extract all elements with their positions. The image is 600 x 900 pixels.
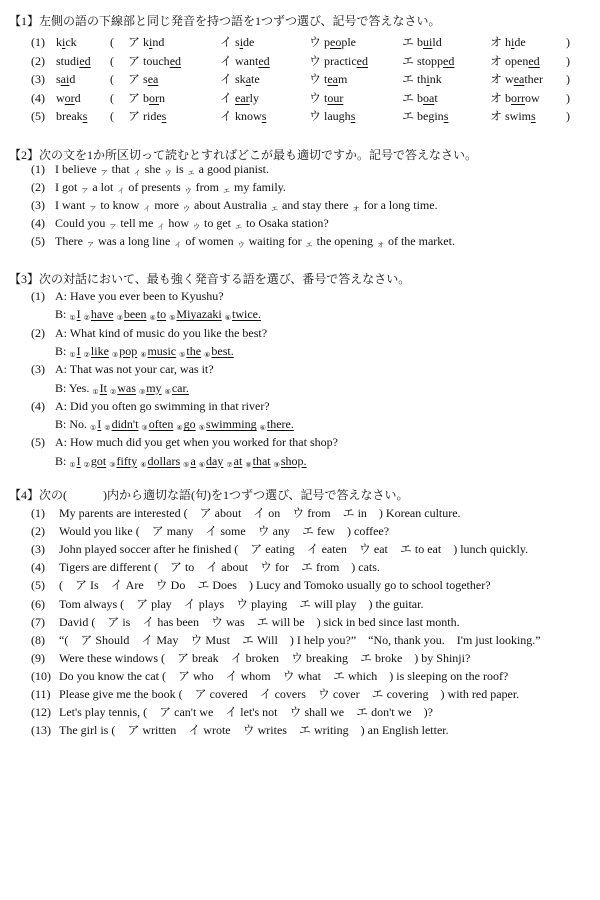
q3-num: (2) — [31, 325, 45, 340]
underlined-part: our — [327, 90, 344, 105]
choice-word: the — [186, 343, 202, 358]
q1-option: オ swims — [490, 109, 536, 123]
option-word: wanted — [235, 53, 270, 68]
q2-num: (2) — [31, 180, 45, 194]
q4-sentence: Tigers are different ( ア to イ about ウ for エ from ) cats. — [59, 560, 380, 575]
choice-word: was — [117, 380, 136, 395]
division-marker: ウ — [164, 169, 172, 177]
q1-num: (4) — [31, 90, 45, 105]
underlined-part: ed — [258, 53, 270, 68]
q4-heading-post: )内から適切な語(句)を1つずつ選び、記号で答えなさい。 — [103, 488, 409, 502]
option-word: hide — [505, 35, 526, 49]
circled-number: ③ — [138, 387, 146, 396]
q1-option: ア kind — [128, 35, 165, 49]
q2-num: (5) — [31, 234, 45, 248]
q3-speaker-b: B: Yes. $_①$It $_②$was $_③$my $_④$car. — [55, 380, 189, 396]
q1-target-word: breaks — [56, 109, 88, 123]
division-marker: ア — [100, 169, 108, 177]
option-word: borrow — [505, 90, 540, 105]
underlined-part: s — [261, 109, 267, 123]
q1-num: (2) — [31, 53, 45, 68]
underlined-part: ea — [327, 72, 339, 86]
q1-option: イ side — [220, 35, 255, 49]
underlined-part: eo — [330, 35, 342, 49]
q1-option: イ knows — [220, 109, 267, 123]
q1-option: オ weather — [490, 72, 543, 86]
division-marker: ア — [81, 187, 89, 195]
choice-word: I — [97, 417, 102, 432]
choice-word: Miyazaki — [176, 307, 222, 322]
circled-number: ⑤ — [183, 460, 190, 469]
q4-num: (3) — [31, 542, 45, 557]
circled-number: ⑧ — [245, 460, 252, 469]
q1-target-word: studied — [56, 53, 91, 68]
choice-word: often — [148, 417, 174, 432]
q4-num: (9) — [31, 650, 45, 665]
underlined-part: a — [245, 72, 252, 86]
underlined-part: s — [443, 109, 449, 123]
q4-sentence: Do you know the cat ( ア who イ whom ウ what エ which ) is sleeping on the roof? — [59, 668, 509, 683]
q1-option: ア rides — [128, 109, 167, 123]
option-word: kind — [143, 35, 165, 49]
q1-target-word: word — [56, 90, 81, 105]
left-paren: ( — [110, 35, 114, 49]
option-word: sea — [143, 72, 159, 86]
q4-sentence: Let's play tennis, ( ア can't we イ let's not ウ shall we エ don't we )? — [59, 705, 433, 720]
division-marker: エ — [235, 223, 243, 231]
circled-number: ① — [69, 314, 76, 323]
q2-sentence: I want $_ア$ to know $_イ$ more $_ウ$ about Australia $_エ$ and stay there $_オ$ for a long time. — [55, 198, 438, 213]
q4-num: (13) — [31, 723, 51, 738]
circled-number: ④ — [149, 314, 156, 323]
circled-number: ⑤ — [179, 350, 186, 359]
q4-num: (2) — [31, 524, 45, 539]
circled-number: ⑤ — [169, 314, 176, 323]
division-marker: ア — [109, 223, 117, 231]
q1-option: イ wanted — [220, 53, 270, 68]
underlined-part: or — [149, 90, 160, 105]
option-word: think — [417, 72, 442, 86]
q3-num: (3) — [31, 362, 45, 377]
option-word: people — [324, 35, 357, 49]
underlined-part: ui — [423, 35, 433, 49]
q3-heading: 【3】次の対話において、最も強く発音する語を選び、番号で答えなさい。 — [9, 272, 411, 286]
q2-num: (3) — [31, 198, 45, 212]
left-paren: ( — [110, 72, 114, 86]
circled-number: ① — [69, 460, 76, 469]
right-paren: ) — [566, 90, 570, 105]
underlined-part: s — [82, 109, 88, 123]
choice-word: dollars — [147, 453, 181, 468]
circled-number: ③ — [111, 350, 119, 359]
underlined-part: oa — [423, 90, 435, 105]
q2-sentence: There $_ア$ was a long line $_イ$ of women $_ウ$ waiting for $_エ$ the opening $_オ$ of the market. — [55, 234, 455, 249]
option-word: rides — [143, 109, 167, 123]
circled-number: ④ — [140, 350, 147, 359]
underlined-part: ed — [528, 53, 540, 68]
circled-number: ③ — [109, 460, 116, 469]
q4-num: (4) — [31, 560, 45, 575]
choice-word: didn't — [111, 417, 139, 432]
circled-number: ③ — [141, 424, 148, 433]
q1-row — [0, 34, 600, 50]
circled-number: ⑤ — [198, 424, 205, 433]
q2-heading: 【2】次の文を1か所区切って読むとすればどこが最も適切ですか。記号で答えなさい。 — [9, 148, 478, 162]
q3-speaker-a: A: What kind of music do you like the best? — [55, 325, 268, 340]
circled-number: ⑨ — [273, 460, 280, 469]
underlined-part: ear — [235, 90, 250, 105]
q1-option: ア touched — [128, 53, 182, 68]
underlined-part: ed — [79, 53, 91, 68]
underlined-part: ea — [147, 72, 159, 86]
choice-word: day — [206, 453, 224, 468]
underlined-part: ea — [513, 72, 525, 86]
circled-number: ④ — [140, 460, 147, 469]
q3-speaker-b: B: $_①$I $_②$like $_③$pop $_④$music $_⑤$the $_⑥$best. — [55, 343, 234, 359]
q3-speaker-b: B: No. $_①$I $_②$didn't $_③$often $_④$go $_⑤$swimming $_⑥$there. — [55, 417, 294, 433]
q4-sentence: David ( ア is イ has been ウ was エ will be ) sick in bed since last month. — [59, 614, 460, 629]
choice-word: a — [190, 453, 196, 468]
q1-option: オ borrow — [490, 90, 540, 105]
q4-sentence: Would you like ( ア many イ some ウ any エ few ) coffee? — [59, 524, 390, 539]
underlined-part: ed — [443, 53, 455, 68]
option-word: swims — [505, 109, 536, 123]
q1-option: ウ tour — [309, 90, 344, 105]
q1-option: オ opened — [490, 53, 540, 68]
circled-number: ③ — [116, 314, 123, 323]
circled-number: ⑦ — [226, 460, 233, 469]
q4-num: (6) — [31, 596, 45, 611]
option-word: laughs — [324, 109, 356, 123]
q4-sentence: John played soccer after he finished ( ア eating イ eaten ウ eat エ to eat ) lunch quickly. — [59, 542, 529, 557]
q2-sentence: Could you $_ア$ tell me $_イ$ how $_ウ$ to get $_エ$ to Osaka station? — [55, 216, 329, 231]
choice-word: shop. — [280, 453, 307, 468]
right-paren: ) — [566, 72, 570, 86]
q1-num: (1) — [31, 35, 45, 49]
choice-word: been — [123, 307, 147, 322]
division-marker: イ — [133, 169, 141, 177]
choice-word: It — [99, 380, 107, 395]
choice-word: at — [233, 453, 243, 468]
option-word: build — [417, 35, 442, 49]
q1-target-word: said — [56, 72, 76, 86]
left-paren: ( — [110, 109, 114, 123]
q4-sentence: Please give me the book ( ア covered イ covers ウ cover エ covering ) with red paper. — [59, 687, 520, 701]
q2-sentence: I got $_ア$ a lot $_イ$ of presents $_ウ$ from $_エ$ my family. — [55, 180, 286, 195]
q1-option: ウ practiced — [309, 53, 368, 68]
choice-word: like — [90, 343, 109, 358]
underlined-part: or — [64, 90, 75, 105]
choice-word: there. — [266, 417, 294, 432]
q1-row — [0, 90, 600, 106]
choice-word: fifty — [116, 453, 138, 468]
circled-number: ② — [83, 350, 90, 359]
q4-num: (12) — [31, 705, 51, 720]
division-marker: エ — [223, 187, 230, 195]
choice-word: music — [147, 343, 177, 358]
q4-sentence: The girl is ( ア written イ wrote ウ writes エ writing ) an English letter. — [59, 723, 449, 738]
q3-speaker-b: B: $_①$I $_②$got $_③$fifty $_④$dollars $_⑤$a $_⑥$day $_⑦$at $_⑧$that $_⑨$shop. — [55, 453, 307, 469]
q1-row — [0, 71, 600, 87]
choice-word: swimming — [205, 417, 257, 432]
division-marker: オ — [376, 241, 384, 249]
option-word: weather — [505, 72, 543, 86]
q3-speaker-a: A: How much did you get when you worked for that shop? — [55, 435, 338, 450]
underlined-part: i — [239, 35, 244, 49]
circled-number: ② — [83, 314, 90, 323]
q4-sentence: My parents are interested ( ア about イ on ウ from エ in ) Korean culture. — [59, 506, 461, 520]
circled-number: ⑥ — [198, 460, 206, 469]
circled-number: ⑥ — [224, 314, 232, 323]
q4-num: (5) — [31, 578, 45, 593]
underlined-part: s — [531, 109, 536, 123]
underlined-part: i — [62, 35, 66, 49]
option-word: knows — [235, 109, 267, 123]
q1-option: エ stopped — [402, 53, 455, 68]
q1-option: ウ laughs — [309, 109, 356, 123]
choice-word: go — [183, 417, 196, 432]
q4-sentence: “( ア Should イ May ウ Must エ Will ) I help you?” “No, thank you. I'm just looking.” — [59, 632, 541, 647]
q1-heading: 【1】左側の語の下線部と同じ発音を持つ語を1つずつ選び、記号で答えなさい。 — [9, 14, 441, 28]
option-word: born — [143, 90, 166, 105]
option-word: skate — [235, 72, 260, 86]
division-marker: エ — [305, 241, 313, 249]
q3-speaker-a: A: Did you often go swimming in that river? — [55, 398, 270, 413]
q4-num: (10) — [31, 668, 51, 683]
choice-word: that — [252, 453, 271, 468]
q4-num: (1) — [31, 506, 45, 520]
q4-num: (11) — [31, 687, 51, 701]
circled-number: ① — [90, 424, 97, 433]
division-marker: ウ — [237, 241, 245, 249]
q4-sentence: Tom always ( ア play イ plays ウ playing エ will play ) the guitar. — [59, 596, 424, 611]
division-marker: イ — [157, 223, 165, 231]
q4-sentence: Were these windows ( ア break イ broken ウ breaking エ broke ) by Shinji? — [59, 650, 471, 665]
right-paren: ) — [566, 35, 570, 49]
q3-num: (4) — [31, 398, 45, 413]
option-word: touched — [143, 53, 182, 68]
q4-heading — [9, 486, 409, 503]
q2-sentence: I believe $_ア$ that $_イ$ she $_ウ$ is $_エ$ a good pianist. — [55, 162, 269, 177]
option-word: early — [235, 90, 260, 105]
underlined-part: i — [149, 35, 153, 49]
circled-number: ② — [109, 387, 117, 396]
circled-number: ① — [69, 350, 76, 359]
q3-speaker-a: A: Have you ever been to Kyushu? — [55, 289, 224, 303]
circled-number: ② — [83, 460, 90, 469]
right-paren: ) — [566, 53, 570, 68]
underlined-part: orr — [511, 90, 526, 105]
choice-word: my — [146, 380, 162, 395]
q1-row — [0, 108, 600, 124]
division-marker: イ — [174, 241, 182, 249]
q1-option: エ begins — [402, 109, 449, 123]
option-word: side — [235, 35, 255, 49]
underlined-part: i — [511, 35, 515, 49]
underlined-part: ed — [169, 53, 182, 68]
q3-speaker-a: A: That was not your car, was it? — [55, 362, 214, 377]
right-paren: ) — [566, 109, 570, 123]
q1-option: ウ team — [309, 72, 348, 86]
circled-number: ⑥ — [259, 424, 266, 433]
division-marker: ア — [89, 205, 97, 213]
option-word: stopped — [417, 53, 455, 68]
q1-option: エ boat — [402, 90, 438, 105]
q1-option: イ early — [220, 90, 260, 105]
choice-word: twice. — [232, 307, 262, 322]
left-paren: ( — [110, 90, 114, 105]
circled-number: ⑥ — [204, 350, 211, 359]
underlined-part: ed — [356, 53, 368, 68]
option-word: practiced — [324, 53, 368, 68]
choice-word: best. — [211, 343, 234, 358]
division-marker: エ — [187, 169, 195, 177]
underlined-part: s — [161, 109, 167, 123]
choice-word: pop — [119, 343, 138, 358]
division-marker: ア — [86, 241, 94, 249]
left-paren: ( — [110, 53, 114, 68]
underlined-part: s — [350, 109, 356, 123]
q3-num: (1) — [31, 289, 45, 303]
option-word: begins — [417, 109, 449, 123]
q3-speaker-b: B: $_①$I $_②$have $_③$been $_④$to $_⑤$Miyazaki $_⑥$twice. — [55, 307, 262, 323]
circled-number: ① — [92, 387, 99, 396]
q1-target-word: kick — [56, 35, 77, 49]
circled-number: ② — [104, 424, 111, 433]
choice-word: have — [90, 307, 114, 322]
circled-number: ④ — [164, 387, 171, 396]
q2-num: (1) — [31, 162, 45, 176]
division-marker: ウ — [182, 205, 190, 213]
q1-option: ア born — [128, 90, 166, 105]
q1-option: エ build — [402, 35, 442, 49]
division-marker: イ — [117, 187, 125, 195]
choice-word: car. — [171, 380, 189, 395]
division-marker: ウ — [193, 223, 201, 231]
q1-num: (3) — [31, 72, 45, 86]
q1-option: イ skate — [220, 72, 260, 86]
q2-num: (4) — [31, 216, 45, 230]
option-word: tour — [324, 90, 344, 105]
q1-row — [0, 53, 600, 69]
q4-num: (8) — [31, 632, 45, 647]
choice-word: I — [76, 453, 81, 468]
division-marker: イ — [143, 205, 151, 213]
q4-sentence: ( ア Is イ Are ウ Do エ Does ) Lucy and Tomoko usually go to school together? — [59, 578, 491, 593]
division-marker: エ — [270, 205, 278, 213]
underlined-part: i — [426, 72, 430, 86]
option-word: team — [324, 72, 348, 86]
q1-option: ア sea — [128, 72, 159, 86]
choice-word: I — [76, 343, 81, 358]
q4-heading-pre: 【4】次の( — [9, 488, 67, 502]
option-word: boat — [417, 90, 438, 105]
division-marker: オ — [352, 205, 360, 213]
q1-option: エ think — [402, 72, 442, 86]
option-word: opened — [505, 53, 540, 68]
q3-num: (5) — [31, 435, 45, 450]
q1-option: オ hide — [490, 35, 526, 49]
q4-num: (7) — [31, 614, 45, 629]
q1-num: (5) — [31, 109, 45, 123]
choice-word: got — [90, 453, 107, 468]
q1-option: ウ people — [309, 35, 357, 49]
underlined-part: ai — [60, 72, 70, 86]
circled-number: ④ — [176, 424, 183, 433]
division-marker: ウ — [184, 187, 192, 195]
choice-word: I — [76, 307, 81, 322]
choice-word: to — [156, 307, 167, 322]
